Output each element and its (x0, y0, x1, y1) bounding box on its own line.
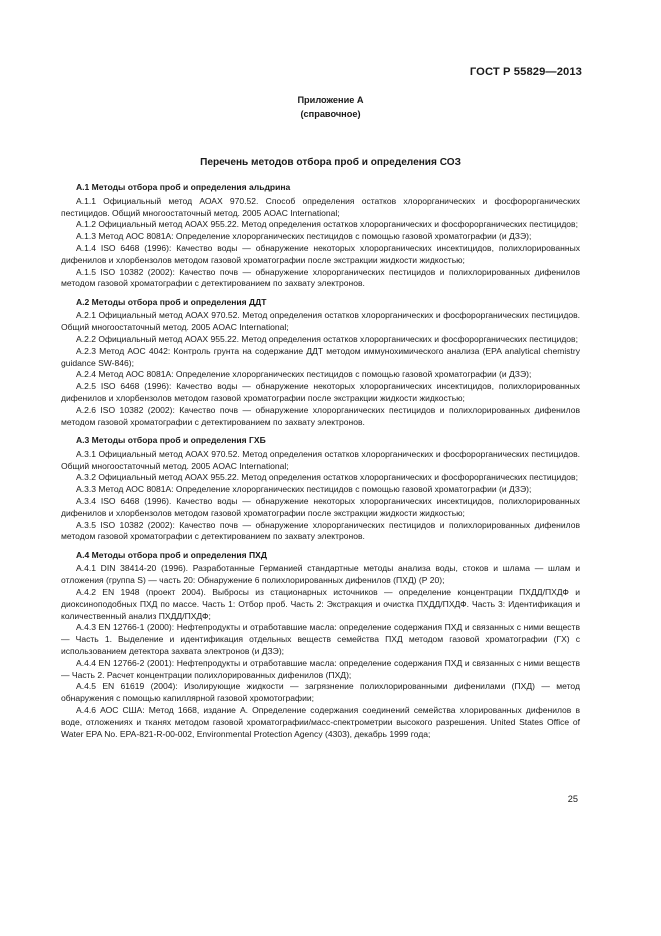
paragraph: А.3.2 Официальный метод АОАХ 955.22. Метод определения остатков хлорорганических и фосфорорганических пестицидов; (76, 472, 578, 483)
section-heading: А.4 Методы отбора проб и определения ПХД (76, 549, 267, 560)
annex-title: Приложение А (297, 95, 364, 105)
paragraph: А.4.3 EN 12766-1 (2000): Нефтепродукты и отработавшие масла: определение содержания ПХД и связанных с ними веществ — Часть 1. Выделение и идентификация отдельных веществ семейства ПХД методом газовой хроматографии (ГХ) с использованием детектора захвата электронов (и ДЗЭ); (61, 622, 580, 656)
paragraph: А.3.5 ISO 10382 (2002): Качество почв — обнаружение хлорорганических пестицидов и полихлорированных дифенилов методом газовой хроматографии с детектированием по захвату электронов. (61, 519, 580, 542)
section-heading: А.2 Методы отбора проб и определения ДДТ (76, 296, 267, 307)
section (61, 550, 580, 741)
main-title: Перечень методов отбора проб и определения СОЗ (200, 157, 461, 168)
paragraph: А.2.3 Метод АОС 4042: Контроль грунта на содержание ДДТ методом иммунохимического анализа (EPA analytical chemistry guidance SW-846); (61, 345, 580, 368)
section-heading: А.3 Методы отбора проб и определения ГХБ (76, 434, 266, 445)
paragraph: А.3.3 Метод АОС 8081А: Определение хлорорганических пестицидов с помощью газовой хроматографии (и ДЗЭ); (76, 484, 532, 495)
section (61, 297, 580, 429)
paragraph: А.2.1 Официальный метод АОАХ 970.52. Метод определения остатков хлорорганических и фосфорорганических пестицидов. Общий многоостаточный метод. 2005 AOAC International; (61, 310, 580, 333)
paragraph: А.4.1 DIN 38414-20 (1996). Разработанные Германией стандартные методы анализа воды, стоков и шлама — шлам и отложения (группа S) — часть 20: Обнаружение 6 полихлорированных дифенилов (ПХД) (Р 20); (61, 563, 580, 586)
paragraph: А.4.6 АОС США: Метод 1668, издание А. Определение содержания соединений семейства хлорированных дифенилов в воде, отложениях и тканях методом газовой хроматографии/масс-спектрометрии высокого разрешения. United States Office of Water EPA No. EPA-821-R-00-002, Environmental Protection Agency (4303), декабрь 1999 года; (61, 704, 580, 739)
paragraph: А.3.1 Официальный метод АОАХ 970.52. Метод определения остатков хлорорганических и фосфорорганических пестицидов. Общий многоостаточный метод. 2005 AOAC International; (61, 448, 580, 471)
paragraph: А.2.6 ISO 10382 (2002): Качество почв — обнаружение хлорорганических пестицидов и полихлорированных дифенилов методом газовой хроматографии с детектированием по захвату электронов. (61, 404, 580, 427)
paragraph: А.4.5 EN 61619 (2004): Изолирующие жидкости — загрязнение полихлорированными дифенилами (ПХД) — метод обнаружения с помощью капиллярной газовой хромотографии; (61, 681, 580, 704)
paragraph: А.3.4 ISO 6468 (1996). Качество воды — обнаружение некоторых хлорорганических инсектицидов, полихлорированных дифенилов и хлорбензолов методом газовой хроматографии после экстракции жидкости жидкостью; (61, 495, 580, 518)
paragraph: А.1.4 ISO 6468 (1996): Качество воды — обнаружение некоторых хлорорганических инсектицидов, полихлорированных дифенилов и хлорбензолов методом газовой хроматографии после экстракции жидкости жидкостью; (61, 242, 580, 265)
paragraph: А.4.2 EN 1948 (проект 2004). Выбросы из стационарных источников — определение концентрации ПХДД/ПХДФ и диоксиноподобных ПХД по массе. Часть 1: Отбор проб. Часть 2: Экстракция и очистка ПХДД/ПХДФ. Часть 3: Идентификация и количественный анализ ПХДД/ПХДФ; (61, 587, 580, 621)
annex-subtitle: (справочное) (300, 109, 361, 119)
document-body (61, 182, 580, 740)
section (61, 182, 580, 290)
document-id-header: ГОСТ Р 55829—2013 (469, 66, 582, 78)
paragraph: А.2.2 Официальный метод АОАХ 955.22. Метод определения остатков хлорорганических и фосфорорганических пестицидов; (76, 334, 578, 345)
paragraph: А.1.3 Метод АОС 8081А: Определение хлорорганических пестицидов с помощью газовой хроматографии (и ДЗЭ); (76, 231, 532, 242)
paragraph: А.2.5 ISO 6468 (1996): Качество воды — обнаружение некоторых хлорорганических инсектицидов, полихлорированных дифенилов и хлорбензолов методом газовой хроматографии после экстракции жидкости жидкостью; (61, 381, 580, 404)
paragraph: А.1.5 ISO 10382 (2002): Качество почв — обнаружение хлорорганических пестицидов и полихлорированных дифенилов методом газовой хроматографии с детектированием по захвату электронов. (61, 266, 580, 289)
paragraph: А.4.4 EN 12766-2 (2001): Нефтепродукты и отработавшие масла: определение содержания ПХД и связанных с ними веществ — Часть 2. Расчет концентрации полихлорированных дифенилов (ПХД); (61, 657, 580, 680)
section (61, 435, 580, 543)
paragraph: А.2.4 Метод АОС 8081А: Определение хлорорганических пестицидов с помощью газовой хроматографии (и ДЗЭ); (76, 369, 532, 380)
page-number: 25 (567, 794, 578, 804)
paragraph: А.1.1 Официальный метод АОАХ 970.52. Способ определения остатков хлорорганических и фосфорорганических пестицидов. Общий многоостаточный метод. 2005 AOAC International; (61, 195, 580, 218)
section-heading: А.1 Методы отбора проб и определения альдрина (76, 182, 291, 192)
paragraph: А.1.2 Официальный метод АОАХ 955.22. Метод определения остатков хлорорганических и фосфорорганических пестицидов; (76, 219, 578, 230)
